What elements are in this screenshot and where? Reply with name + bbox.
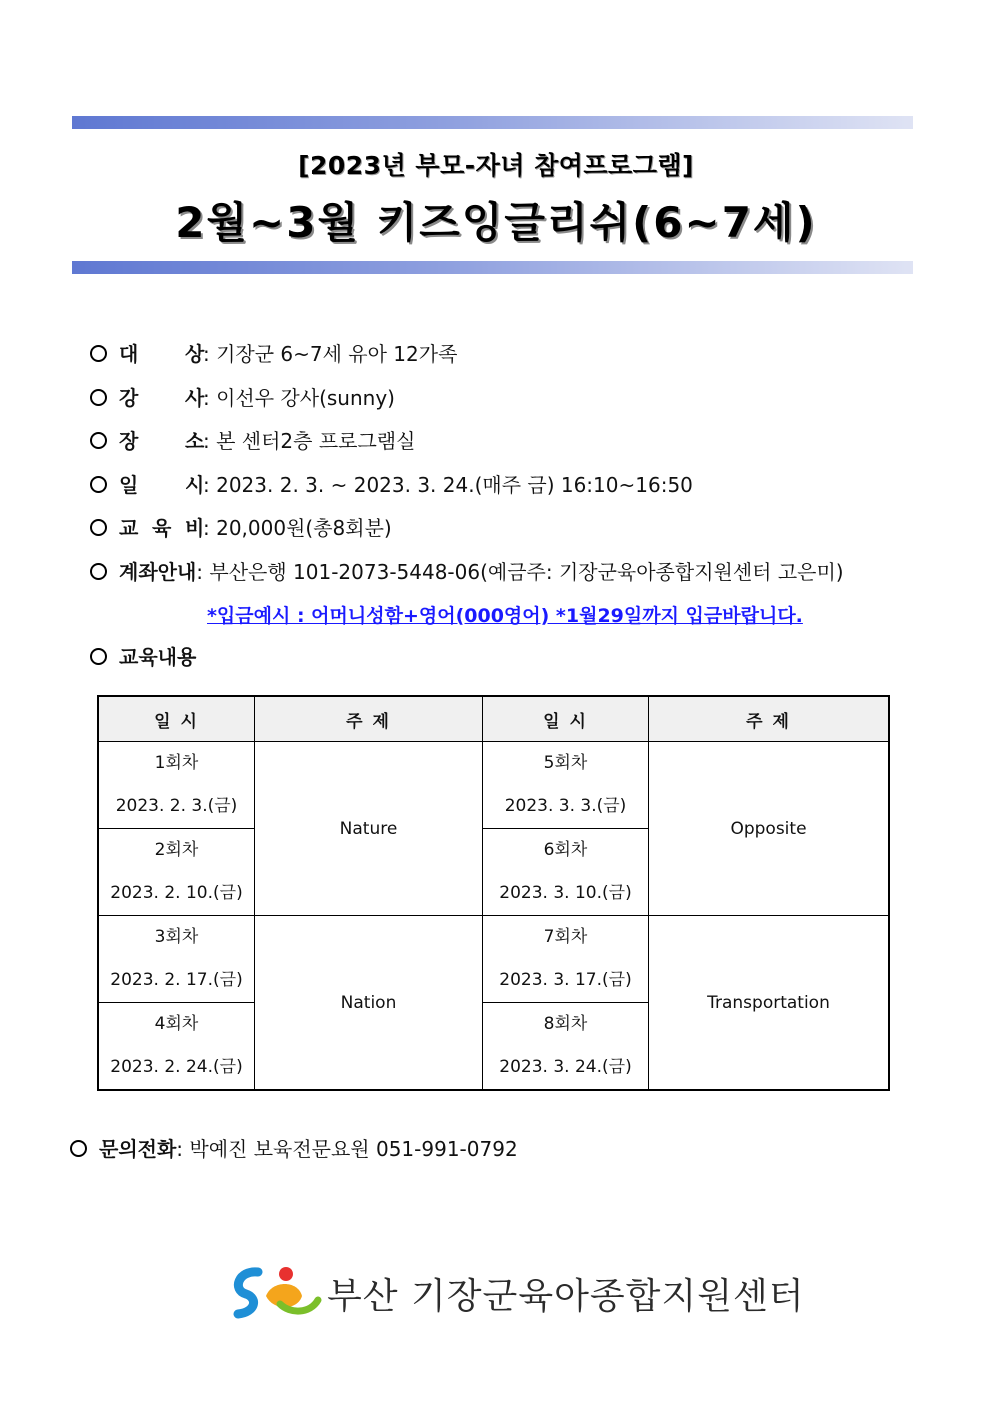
header-top-bar bbox=[72, 116, 913, 129]
session-number: 6회차 bbox=[543, 840, 588, 860]
contact-label: 문의전화 bbox=[99, 1137, 177, 1161]
info-value: 기장군 6~7세 유아 12가족 bbox=[216, 342, 458, 366]
circle-bullet-icon bbox=[90, 432, 107, 449]
session-cell bbox=[483, 1003, 649, 1091]
info-value: 2023. 2. 3. ~ 2023. 3. 24.(매주 금) 16:10~16:50 bbox=[216, 473, 693, 497]
info-label: 장 소 bbox=[119, 429, 205, 453]
info-value: 부산은행 101-2073-5448-06(예금주: 기장군육아종합지원센터 고은미) bbox=[209, 560, 844, 584]
center-logo-icon bbox=[228, 1262, 323, 1322]
program-subtitle: [2023년 부모-자녀 참여프로그램] bbox=[298, 151, 694, 180]
session-date: 2023. 2. 24.(금) bbox=[110, 1057, 243, 1077]
session-cell bbox=[98, 742, 255, 829]
session-cell bbox=[483, 829, 649, 916]
contact-value: 박예진 보육전문요원 051-991-0792 bbox=[189, 1137, 518, 1161]
topic-cell: Nature bbox=[255, 742, 483, 916]
circle-bullet-icon bbox=[90, 519, 107, 536]
session-number: 7회차 bbox=[543, 927, 588, 947]
contact-line: 문의전화: 박예진 보육전문요원 051-991-0792 bbox=[70, 1133, 518, 1162]
session-date: 2023. 2. 3.(금) bbox=[115, 796, 238, 816]
info-fee: 교 육 비: 20,000원(총8회분) bbox=[90, 515, 392, 541]
content-label: 교육내용 bbox=[119, 645, 197, 669]
session-number: 5회차 bbox=[543, 753, 588, 773]
info-label: 대 상 bbox=[119, 342, 205, 366]
info-label: 계좌안내 bbox=[119, 560, 197, 584]
deposit-notice: *입금예시 : 어머니성함+영어(000영어) *1월29일까지 입금바랍니다. bbox=[207, 605, 803, 627]
info-label: 일 시 bbox=[119, 473, 205, 497]
circle-bullet-icon bbox=[90, 563, 107, 580]
info-instructor: 강 사: 이선우 강사(sunny) bbox=[90, 385, 395, 411]
program-title: 2월~3월 키즈잉글리쉬(6~7세) bbox=[175, 198, 817, 247]
session-date: 2023. 3. 10.(금) bbox=[499, 883, 632, 903]
info-label: 교 육 비 bbox=[119, 516, 205, 540]
header-bottom-bar bbox=[72, 261, 913, 274]
session-number: 1회차 bbox=[154, 753, 199, 773]
info-schedule: 일 시: 2023. 2. 3. ~ 2023. 3. 24.(매주 금) 16:10~16:50 bbox=[90, 472, 693, 498]
topic-cell: Transportation bbox=[649, 916, 890, 1091]
info-value: 이선우 강사(sunny) bbox=[216, 386, 395, 410]
content-heading bbox=[90, 644, 196, 670]
header-date: 일 시 bbox=[98, 696, 255, 742]
header-topic: 주 제 bbox=[649, 696, 890, 742]
session-cell bbox=[98, 829, 255, 916]
table-header-row bbox=[98, 696, 889, 742]
topic-cell: Opposite bbox=[649, 742, 890, 916]
session-cell bbox=[98, 916, 255, 1003]
circle-bullet-icon bbox=[70, 1140, 87, 1157]
circle-bullet-icon bbox=[90, 345, 107, 362]
circle-bullet-icon bbox=[90, 476, 107, 493]
table-row bbox=[98, 916, 889, 1003]
circle-bullet-icon bbox=[90, 389, 107, 406]
session-date: 2023. 3. 3.(금) bbox=[504, 796, 627, 816]
info-account: 계좌안내: 부산은행 101-2073-5448-06(예금주: 기장군육아종합지원센터 고은미) bbox=[90, 559, 844, 585]
info-value: 20,000원(총8회분) bbox=[216, 516, 392, 540]
center-name: 부산 기장군육아종합지원센터 bbox=[327, 1276, 805, 1317]
info-value: 본 센터2층 프로그램실 bbox=[216, 429, 416, 453]
info-label: 강 사 bbox=[119, 386, 205, 410]
session-date: 2023. 3. 24.(금) bbox=[499, 1057, 632, 1077]
session-number: 3회차 bbox=[154, 927, 199, 947]
session-number: 4회차 bbox=[154, 1014, 199, 1034]
topic-cell: Nation bbox=[255, 916, 483, 1091]
session-date: 2023. 2. 17.(금) bbox=[110, 970, 243, 990]
session-cell bbox=[98, 1003, 255, 1091]
table-row bbox=[98, 742, 889, 829]
session-cell bbox=[483, 916, 649, 1003]
session-cell bbox=[483, 742, 649, 829]
session-date: 2023. 3. 17.(금) bbox=[499, 970, 632, 990]
session-number: 2회차 bbox=[154, 840, 199, 860]
info-target: 대 상: 기장군 6~7세 유아 12가족 bbox=[90, 341, 457, 367]
info-place: 장 소: 본 센터2층 프로그램실 bbox=[90, 428, 415, 454]
circle-bullet-icon bbox=[90, 648, 107, 665]
schedule-table bbox=[97, 695, 890, 1091]
session-date: 2023. 2. 10.(금) bbox=[110, 883, 243, 903]
session-number: 8회차 bbox=[543, 1014, 588, 1034]
header-topic: 주 제 bbox=[255, 696, 483, 742]
header-date: 일 시 bbox=[483, 696, 649, 742]
